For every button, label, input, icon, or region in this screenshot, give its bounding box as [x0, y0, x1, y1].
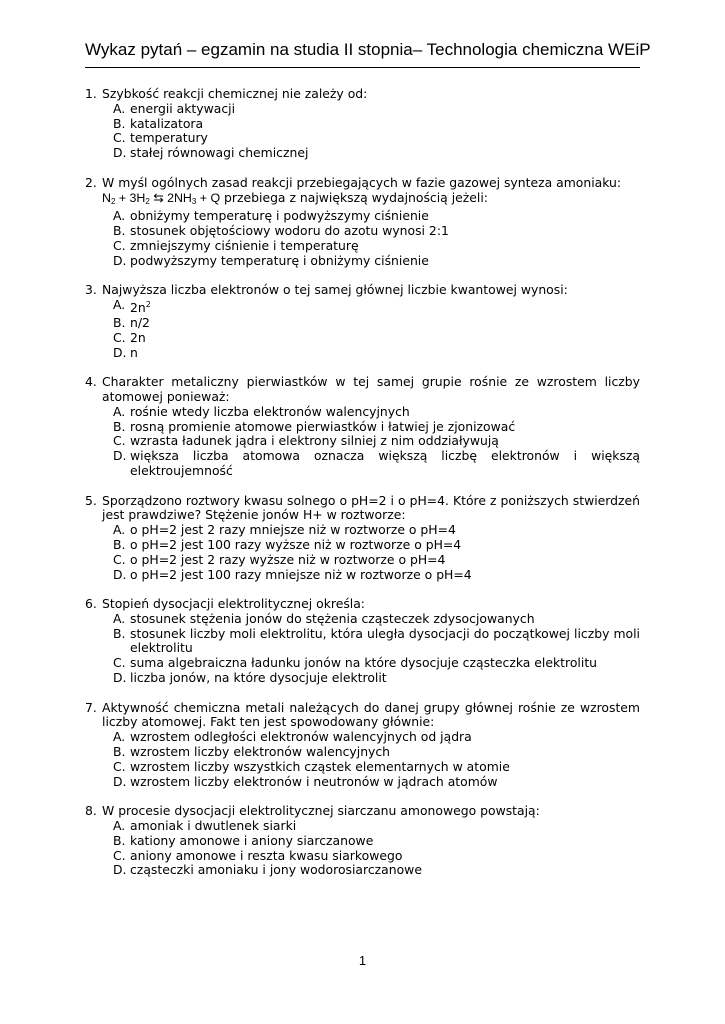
option-letter: A. — [113, 403, 126, 419]
option-a — [85, 405, 640, 420]
option-letter: D. — [113, 566, 127, 582]
option-letter: A. — [113, 729, 126, 745]
option-text: obniżymy temperaturę i podwyższymy ciśnienie — [130, 208, 429, 224]
option-b — [85, 420, 640, 435]
option-c — [85, 849, 640, 864]
option-d — [85, 254, 640, 269]
question-text-continued: przebiega z największą wydajnością jeżeli: — [220, 189, 488, 205]
option-a — [85, 523, 640, 538]
option-letter: C. — [113, 758, 126, 774]
option-a — [85, 298, 640, 316]
option-d — [85, 863, 640, 878]
option-d — [85, 346, 640, 361]
option-text: n/2 — [130, 314, 150, 330]
question-text: Stopień dysocjacji elektrolitycznej określa: — [102, 596, 365, 612]
option-text — [130, 298, 640, 316]
option-a — [85, 102, 640, 117]
question-number: 1. — [85, 86, 97, 101]
question-number: 5. — [85, 492, 97, 508]
question-number: 6. — [85, 596, 97, 612]
option-letter: A. — [113, 208, 126, 224]
option-letter: D. — [113, 344, 127, 360]
question-text: Najwyższa liczba elektronów o tej samej głównej liczbie kwantowej wynosi: — [102, 282, 568, 298]
option-text: temperatury — [130, 130, 208, 146]
option-letter: B. — [113, 115, 126, 131]
option-letter: B. — [113, 418, 126, 434]
option-text: o pH=2 jest 100 razy wyższe niż w roztworze o pH=4 — [130, 536, 462, 552]
option-text: o pH=2 jest 2 razy mniejsze niż w roztworze o pH=4 — [130, 522, 456, 538]
question-text: Sporządzono roztwory kwasu solnego o pH=2 i o pH=4. Które z poniższych stwierdzeń jest prawdziwe? Stężenie jonów H+ w roztworze: — [102, 492, 640, 523]
option-text: cząsteczki amoniaku i jony wodorosiarczanowe — [130, 862, 422, 878]
ammonia-synthesis-formula — [102, 191, 220, 205]
option-letter: A. — [113, 297, 126, 313]
option-a — [85, 612, 640, 627]
option-b — [85, 538, 640, 553]
formula-nh-sub: 3 — [191, 196, 197, 206]
option-text: wzrostem liczby wszystkich cząstek elementarnych w atomie — [130, 758, 510, 774]
option-a — [85, 819, 640, 834]
option-d — [85, 775, 640, 790]
page-header-title: Wykaz pytań – egzamin na studia II stopnia– Technologia chemiczna WEiP — [85, 40, 651, 59]
option-a — [85, 730, 640, 745]
formula-h: + 3H — [115, 190, 146, 205]
option-text: o pH=2 jest 2 razy wyższe niż w roztworze o pH=4 — [130, 551, 446, 567]
option-letter: C. — [113, 329, 126, 345]
option-letter: C. — [113, 847, 126, 863]
option-letter: D. — [113, 773, 127, 789]
option-b — [85, 224, 640, 239]
option-text: wzrasta ładunek jądra i elektrony silniej z nim oddziaływują — [130, 433, 499, 449]
option-letter: A. — [113, 522, 126, 538]
option-letter: D. — [113, 145, 127, 161]
question-6 — [85, 597, 640, 686]
formula-n: N — [102, 190, 111, 205]
option-text: kationy amonowe i aniony siarczanowe — [130, 832, 374, 848]
formula-n-sub: 2 — [110, 196, 116, 206]
option-letter: A. — [113, 818, 126, 834]
option-letter: C. — [113, 433, 126, 449]
option-b — [85, 745, 640, 760]
option-text: stałej równowagi chemicznej — [130, 145, 309, 161]
option-b — [85, 316, 640, 331]
option-c — [85, 331, 640, 346]
header-divider — [85, 67, 640, 68]
option-text: o pH=2 jest 100 razy mniejsze niż w roztworze o pH=4 — [130, 566, 472, 582]
option-c — [85, 656, 640, 671]
question-text: Aktywność chemiczna metali należących do danej grupy głównej rośnie ze wzrostem liczby atomowej. Fakt ten jest spowodowany głównie: — [102, 699, 640, 730]
option-text: katalizatora — [130, 115, 204, 131]
option-b — [85, 627, 640, 657]
option-d — [85, 146, 640, 161]
option-text: stosunek stężenia jonów do stężenia cząsteczek zdysocjowanych — [130, 610, 535, 626]
option-letter: D. — [113, 448, 127, 464]
option-letter: B. — [113, 832, 126, 848]
option-letter: D. — [113, 252, 127, 268]
question-8 — [85, 804, 640, 878]
option-c — [85, 553, 640, 568]
option-letter: D. — [113, 862, 127, 878]
question-3 — [85, 283, 640, 360]
option-d — [85, 671, 640, 686]
option-letter: B. — [113, 314, 126, 330]
option-d — [85, 568, 640, 583]
formula-q: + Q — [196, 190, 221, 205]
question-text: W procesie dysocjacji elektrolitycznej siarczanu amonowego powstają: — [102, 803, 540, 819]
option-letter: C. — [113, 237, 126, 253]
question-number: 3. — [85, 282, 97, 298]
option-letter: C. — [113, 655, 126, 671]
question-formula-line — [85, 191, 640, 210]
question-text: W myśl ogólnych zasad reakcji przebiegających w fazie gazowej synteza amoniaku: — [102, 174, 622, 190]
question-7 — [85, 701, 640, 790]
option-letter: C. — [113, 130, 126, 146]
option-text: wzrostem odległości elektronów walencyjnych od jądra — [130, 729, 472, 745]
option-text: 2n — [130, 329, 146, 345]
option-letter: A. — [113, 610, 126, 626]
option-text: wzrostem liczby elektronów walencyjnych — [130, 744, 391, 760]
question-number: 2. — [85, 174, 97, 190]
option-text: liczba jonów, na które dysocjuje elektrolit — [130, 670, 387, 686]
option-c — [85, 239, 640, 254]
option-text: n — [130, 344, 138, 360]
formula-nh: ⇆ 2NH — [149, 190, 192, 205]
formula-h-sub: 2 — [145, 196, 150, 206]
option-text: suma algebraiczna ładunku jonów na które dysocjuje cząsteczka elektrolitu — [130, 655, 598, 671]
option-text: większa liczba atomowa oznacza większą liczbę elektronów i większą elektroujemność — [130, 448, 640, 478]
question-number: 4. — [85, 374, 97, 390]
option-letter: B. — [113, 536, 126, 552]
option-c — [85, 760, 640, 775]
option-letter: B. — [113, 223, 126, 239]
option-text: zmniejszymy ciśnienie i temperaturę — [130, 237, 359, 253]
question-list — [85, 87, 640, 893]
option-text: wzrostem liczby elektronów i neutronów w jądrach atomów — [130, 773, 498, 789]
option-letter: D. — [113, 670, 127, 686]
option-text: stosunek liczby moli elektrolitu, która uległa dysocjacji do początkowej liczby moli elektrolitu — [130, 625, 640, 656]
option-a — [85, 209, 640, 224]
question-text: Szybkość reakcji chemicznej nie zależy od: — [102, 86, 368, 101]
option-text: aniony amonowe i reszta kwasu siarkowego — [130, 847, 403, 863]
question-1 — [85, 87, 640, 161]
option-text: energii aktywacji — [130, 100, 236, 116]
question-5 — [85, 494, 640, 583]
question-number: 7. — [85, 699, 97, 715]
option-text: rośnie wtedy liczba elektronów walencyjnych — [130, 403, 410, 419]
question-number: 8. — [85, 803, 97, 819]
page-number: 1 — [358, 953, 367, 968]
option-text: podwyższymy temperaturę i obniżymy ciśnienie — [130, 252, 429, 268]
option-text-base: 2n — [130, 300, 146, 316]
option-text: rosną promienie atomowe pierwiastków i łatwiej je zjonizować — [130, 418, 516, 434]
option-c — [85, 131, 640, 146]
option-b — [85, 834, 640, 849]
question-text: Charakter metaliczny pierwiastków w tej samej grupie rośnie ze wzrostem liczby atomowej ponieważ: — [102, 374, 640, 404]
option-letter: C. — [113, 551, 126, 567]
option-letter: B. — [113, 744, 126, 760]
option-c — [85, 434, 640, 449]
option-text: stosunek objętościowy wodoru do azotu wynosi 2:1 — [130, 223, 449, 239]
option-b — [85, 117, 640, 132]
option-text: amoniak i dwutlenek siarki — [130, 818, 297, 834]
option-letter: A. — [113, 100, 126, 116]
option-letter: B. — [113, 625, 126, 641]
question-2 — [85, 176, 640, 269]
option-text-superscript: 2 — [145, 300, 151, 310]
option-d — [85, 449, 640, 479]
question-4 — [85, 375, 640, 479]
